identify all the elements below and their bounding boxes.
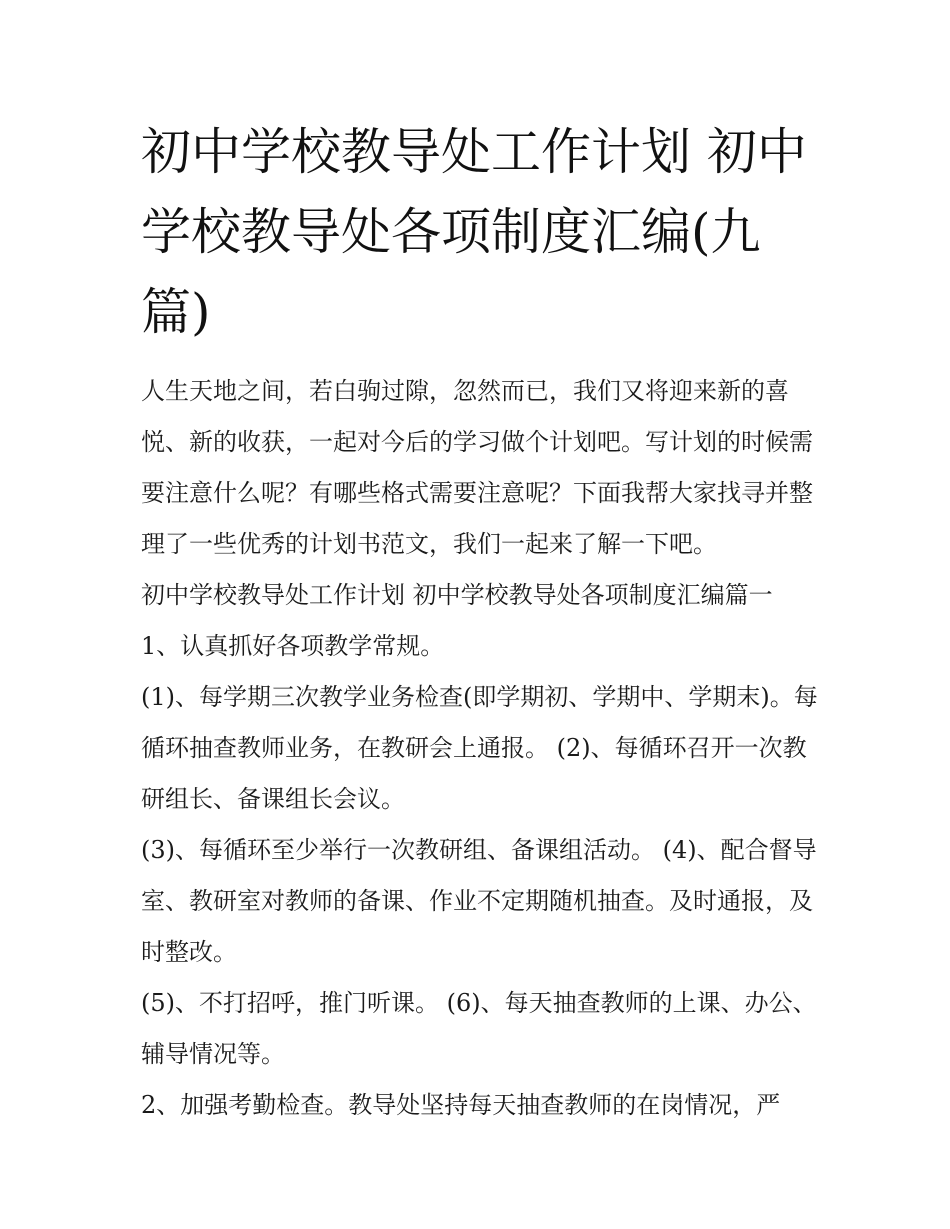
list-item: (3)、每循环至少举行一次教研组、备课组活动。 (4)、配合督导室、教研室对教师的备课、作业不定期随机抽查。及时通报，及时整改。 <box>141 836 817 966</box>
section-heading: 初中学校教导处工作计划 初中学校教导处各项制度汇编篇一 <box>141 581 773 609</box>
document-title: 初中学校教导处工作计划 初中学校教导处各项制度汇编(九篇) <box>141 123 807 341</box>
list-item: 2、加强考勤检查。教导处坚持每天抽查教师的在岗情况，严 <box>141 1091 781 1119</box>
document-body <box>141 366 821 1131</box>
list-item: 1、认真抓好各项教学常规。 <box>141 632 445 660</box>
intro-paragraph: 人生天地之间，若白驹过隙，忽然而已，我们又将迎来新的喜悦、新的收获，一起对今后的学习做个计划吧。写计划的时候需要注意什么呢？有哪些格式需要注意呢？下面我帮大家找寻并整理了一些优秀的计划书范文，我们一起来了解一下吧。 <box>141 377 813 558</box>
list-item: (1)、每学期三次教学业务检查(即学期初、学期中、学期末)。每循环抽查教师业务，在教研会上通报。 (2)、每循环召开一次教研组长、备课组长会议。 <box>141 683 818 813</box>
document-page <box>141 112 821 1131</box>
list-item: (5)、不打招呼，推门听课。 (6)、每天抽查教师的上课、办公、辅导情况等。 <box>141 989 817 1068</box>
